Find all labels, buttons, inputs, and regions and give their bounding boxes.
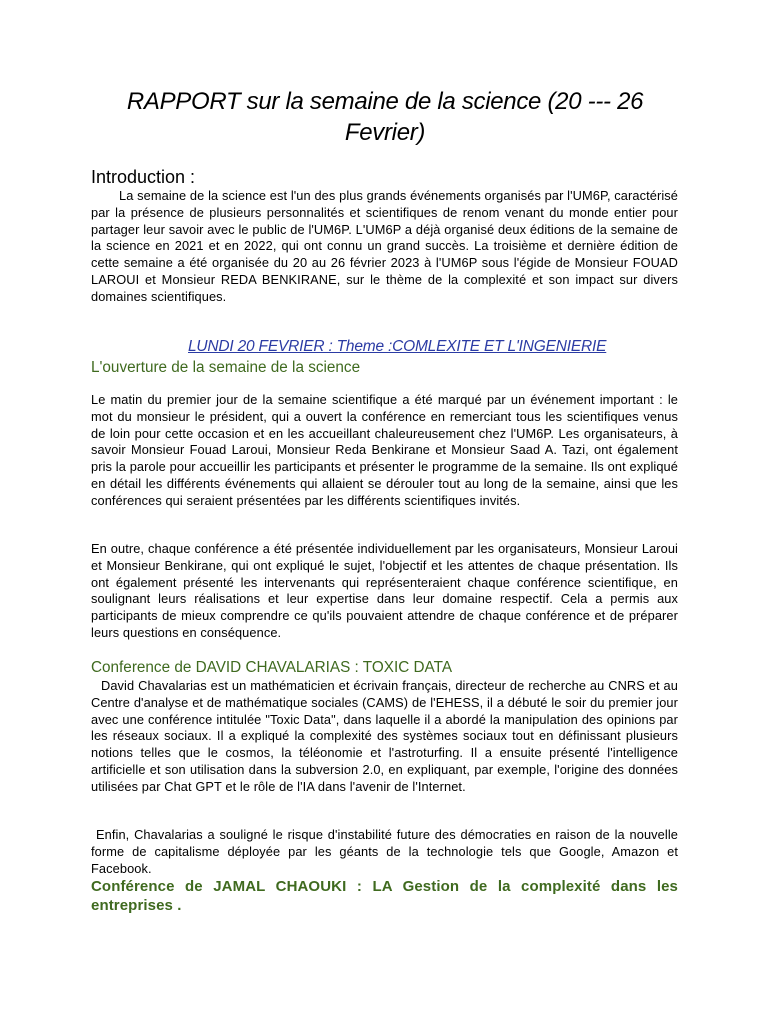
opening-paragraph-2: En outre, chaque conférence a été présentée individuellement par les organisateurs, Monsieur Laroui et Monsieur Benkirane, qui ont expliqué le sujet, l'objectif et les attentes de chaque présentation. Ils ont également présenté les intervenants qui représenteraient chaque conférence scientifique, en soulignant leurs réalisations et leur expertise dans leur domaine respectif. Cela a permis aux participants de mieux comprendre ce qu'ils pouvaient attendre de chaque conférence et de préparer leurs questions en conséquence.	[91, 541, 678, 640]
opening-heading: L'ouverture de la semaine de la science	[91, 359, 361, 376]
day-heading-link[interactable]: LUNDI 20 FEVRIER : Theme :COMLEXITE ET L'INGENIERIE	[188, 338, 607, 355]
introduction-heading: Introduction :	[91, 167, 196, 187]
chavalarias-paragraph-1: David Chavalarias est un mathématicien et écrivain français, directeur de recherche au CNRS et au Centre d'analyse et de mathématique sociales (CAMS) de l'EHESS, il a débuté le soir du premier jour avec une conférence intitulée "Toxic Data", dans laquelle il a abordé la manipulation des opinions par les réseaux sociaux. Il a expliqué la complexité des systèmes sociaux tout en définissant plusieurs notions telles que le cosmos, la téléonomie et l'astroturfing. Il a ensuite présenté l'intelligence artificielle et son utilisation dans la subversion 2.0, en expliquant, par exemple, l'origine des données utilisées par Chat GPT et le rôle de l'IA dans l'avenir de l'Internet.	[91, 678, 678, 794]
opening-paragraph-1: Le matin du premier jour de la semaine scientifique a été marqué par un événement important : le mot du monsieur le président, qui a ouvert la conférence en remerciant tous les scientifiques venus de loin pour cette occasion et en les accueillant chaleureusement chez l'UM6P. Les organisateurs, à savoir Monsieur Fouad Laroui, Monsieur Reda Benkirane et Monsieur Saad A. Tazi, ont également pris la parole pour accueillir les participants et présenter le programme de la semaine. Ils ont expliqué en détail les différents événements qui allaient se dérouler tout au long de la semaine, ainsi que les conférences qui seraient présentées par les différents scientifiques invités.	[91, 392, 678, 508]
report-title: RAPPORT sur la semaine de la science (20 --- 26 Fevrier)	[126, 88, 644, 146]
chaouki-heading: Conférence de JAMAL CHAOUKI : LA Gestion de la complexité dans les entreprises .	[91, 878, 678, 914]
chavalarias-paragraph-2: Enfin, Chavalarias a souligné le risque d'instabilité future des démocraties en raison de la nouvelle forme de capitalisme déployée par les géants de la technologie tels que Google, Amazon et Facebook.	[91, 827, 678, 876]
chavalarias-heading: Conference de DAVID CHAVALARIAS : TOXIC DATA	[91, 659, 453, 676]
introduction-paragraph: La semaine de la science est l'un des plus grands événements organisés par l'UM6P, caractérisé par la présence de plusieurs personnalités et scientifiques de renom venant du monde entier pour partager leur savoir avec le public de l'UM6P. L'UM6P a déjà organisé deux éditions de la semaine de la science en 2021 et en 2022, qui ont connu un grand succès. La troisième et dernière édition de cette semaine a été organisée du 20 au 26 février 2023 à l'UM6P sous l'égide de Monsieur FOUAD LAROUI et Monsieur REDA BENKIRANE, sur le thème de la complexité et son impact sur divers domaines scientifiques.	[91, 188, 678, 304]
